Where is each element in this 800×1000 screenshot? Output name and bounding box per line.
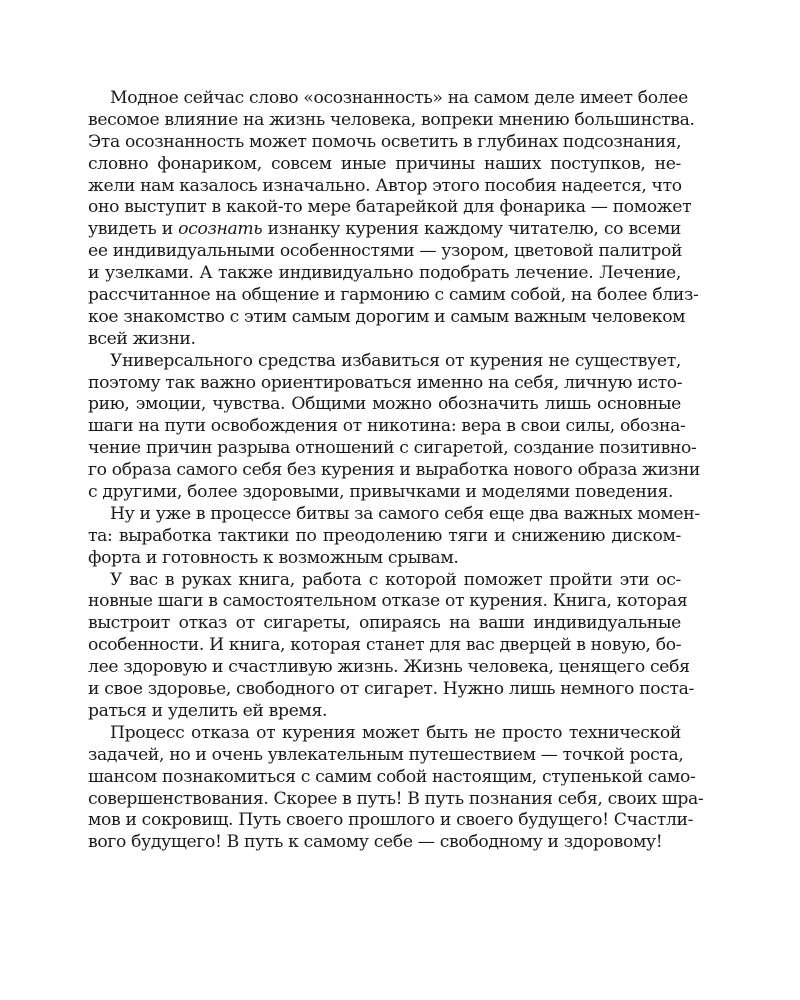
text-line [88,570,681,592]
text-segment: чение причин разрыва отношений с сигаретой, создание позитивно- [88,438,697,459]
text-segment: задачей, но и очень увлекательным путешествием — точкой роста, [88,744,684,765]
text-segment: увидеть и [88,219,179,240]
text-line [88,416,686,438]
text-segment: рию, эмоции, чувства. Общими можно обозначить лишь основные [88,394,681,415]
text-line [88,285,699,307]
paragraph [88,503,700,570]
text-line [88,176,681,198]
emphasized-text: осознать [178,219,263,240]
text-line [88,766,696,789]
paragraph [88,722,704,854]
text-segment: шаги на пути освобождения от никотина: вера в свои силы, обозна- [88,416,686,437]
paragraph [88,88,699,351]
text-line [88,503,700,526]
text-line [88,526,681,548]
text-segment: У вас в руках книга, работа с которой поможет пройти эти ос- [110,569,681,590]
text-segment: всей жизни. [88,328,196,349]
text-segment: Модное сейчас слово «осознанность» на самом деле имеет более [110,88,688,108]
text-line [88,329,681,351]
text-segment: Ну и уже в процессе битвы за самого себя еще два важных момен- [110,503,700,524]
text-line [88,613,681,635]
text-segment: словно фонариком, совсем иные причины наших поступков, не- [88,153,681,174]
text-segment: та: выработка тактики по преодолению тяги и снижению диском- [88,525,681,546]
text-segment: кое знакомство с этим самым дорогим и самым важным человеком [88,306,686,327]
paragraph [88,569,695,723]
text-segment: форта и готовность к возможным срывам. [88,547,459,568]
text-line [88,788,704,811]
text-segment: с другими, более здоровыми, привычками и моделями поведения. [88,482,674,503]
text-line [88,197,692,219]
text-segment: раться и уделить ей время. [88,700,328,721]
text-segment: го образа самого себя без курения и выработка нового образа жизни [88,460,700,481]
text-line [88,460,700,482]
text-segment: и свое здоровье, свободного от сигарет. Нужно лишь немного поста- [88,679,695,700]
paragraph [88,350,700,504]
text-line [88,723,681,745]
text-segment: лее здоровую и счастливую жизнь. Жизнь человека, ценящего себя [88,657,690,678]
text-line [88,438,697,460]
text-segment: Универсального средства избавиться от курения не существует, [110,350,681,371]
text-segment: поэтому так важно ориентироваться именно на себя, личную исто- [88,372,683,393]
text-segment: ее индивидуальными особенностями — узором, цветовой палитрой [88,241,683,262]
text-line [88,394,681,416]
text-segment: шансом познакомиться с самим собой настоящим, ступенькой само- [88,766,696,787]
text-segment: вого будущего! В путь к самому себе — свободному и здоровому! [88,832,663,853]
text-line [88,679,695,701]
text-line [88,657,690,679]
text-segment: выстроит отказ от сигареты, опираясь на ваши индивидуальные [88,613,681,634]
text-line [88,263,681,285]
text-line [88,109,695,132]
text-segment: Эта осознанность может помочь осветить в глубинах подсознания, [88,131,682,152]
text-segment: весомое влияние на жизнь человека, вопреки мнению большинства. [88,109,695,130]
text-line [88,88,688,110]
text-segment: жели нам казалось изначально. Автор этого пособия надеется, что [88,175,682,196]
text-segment: оно выступит в какой-то мере батарейкой для фонарика — поможет [88,197,692,218]
book-page [88,88,704,854]
text-line [88,635,681,657]
text-line [88,373,681,395]
text-segment: совершенствования. Скорее в путь! В путь познания себя, своих шра- [88,788,704,809]
text-segment: особенности. И книга, которая станет для вас дверцей в новую, бо- [88,635,682,656]
text-line [88,591,688,613]
text-line [88,219,681,241]
text-line [88,154,681,176]
text-line [88,548,681,570]
text-line [88,810,694,832]
text-line [88,132,681,154]
text-line [88,832,681,854]
text-line [88,701,681,723]
text-segment: мов и сокровищ. Путь своего прошлого и своего будущего! Счастли- [88,810,694,831]
text-segment: и узелками. А также индивидуально подобрать лечение. Лечение, [88,263,681,284]
text-segment: изнанку курения каждому читателю, со всеми [262,219,681,240]
text-line [88,744,684,767]
text-segment: новные шаги в самостоятельном отказе от курения. Книга, которая [88,591,688,612]
text-segment: рассчитанное на общение и гармонию с самим собой, на более близ- [88,285,699,306]
text-line [88,241,681,263]
text-line [88,482,681,504]
text-line [88,351,681,373]
text-segment: Процесс отказа от курения может быть не просто технической [110,722,681,743]
text-line [88,306,686,329]
